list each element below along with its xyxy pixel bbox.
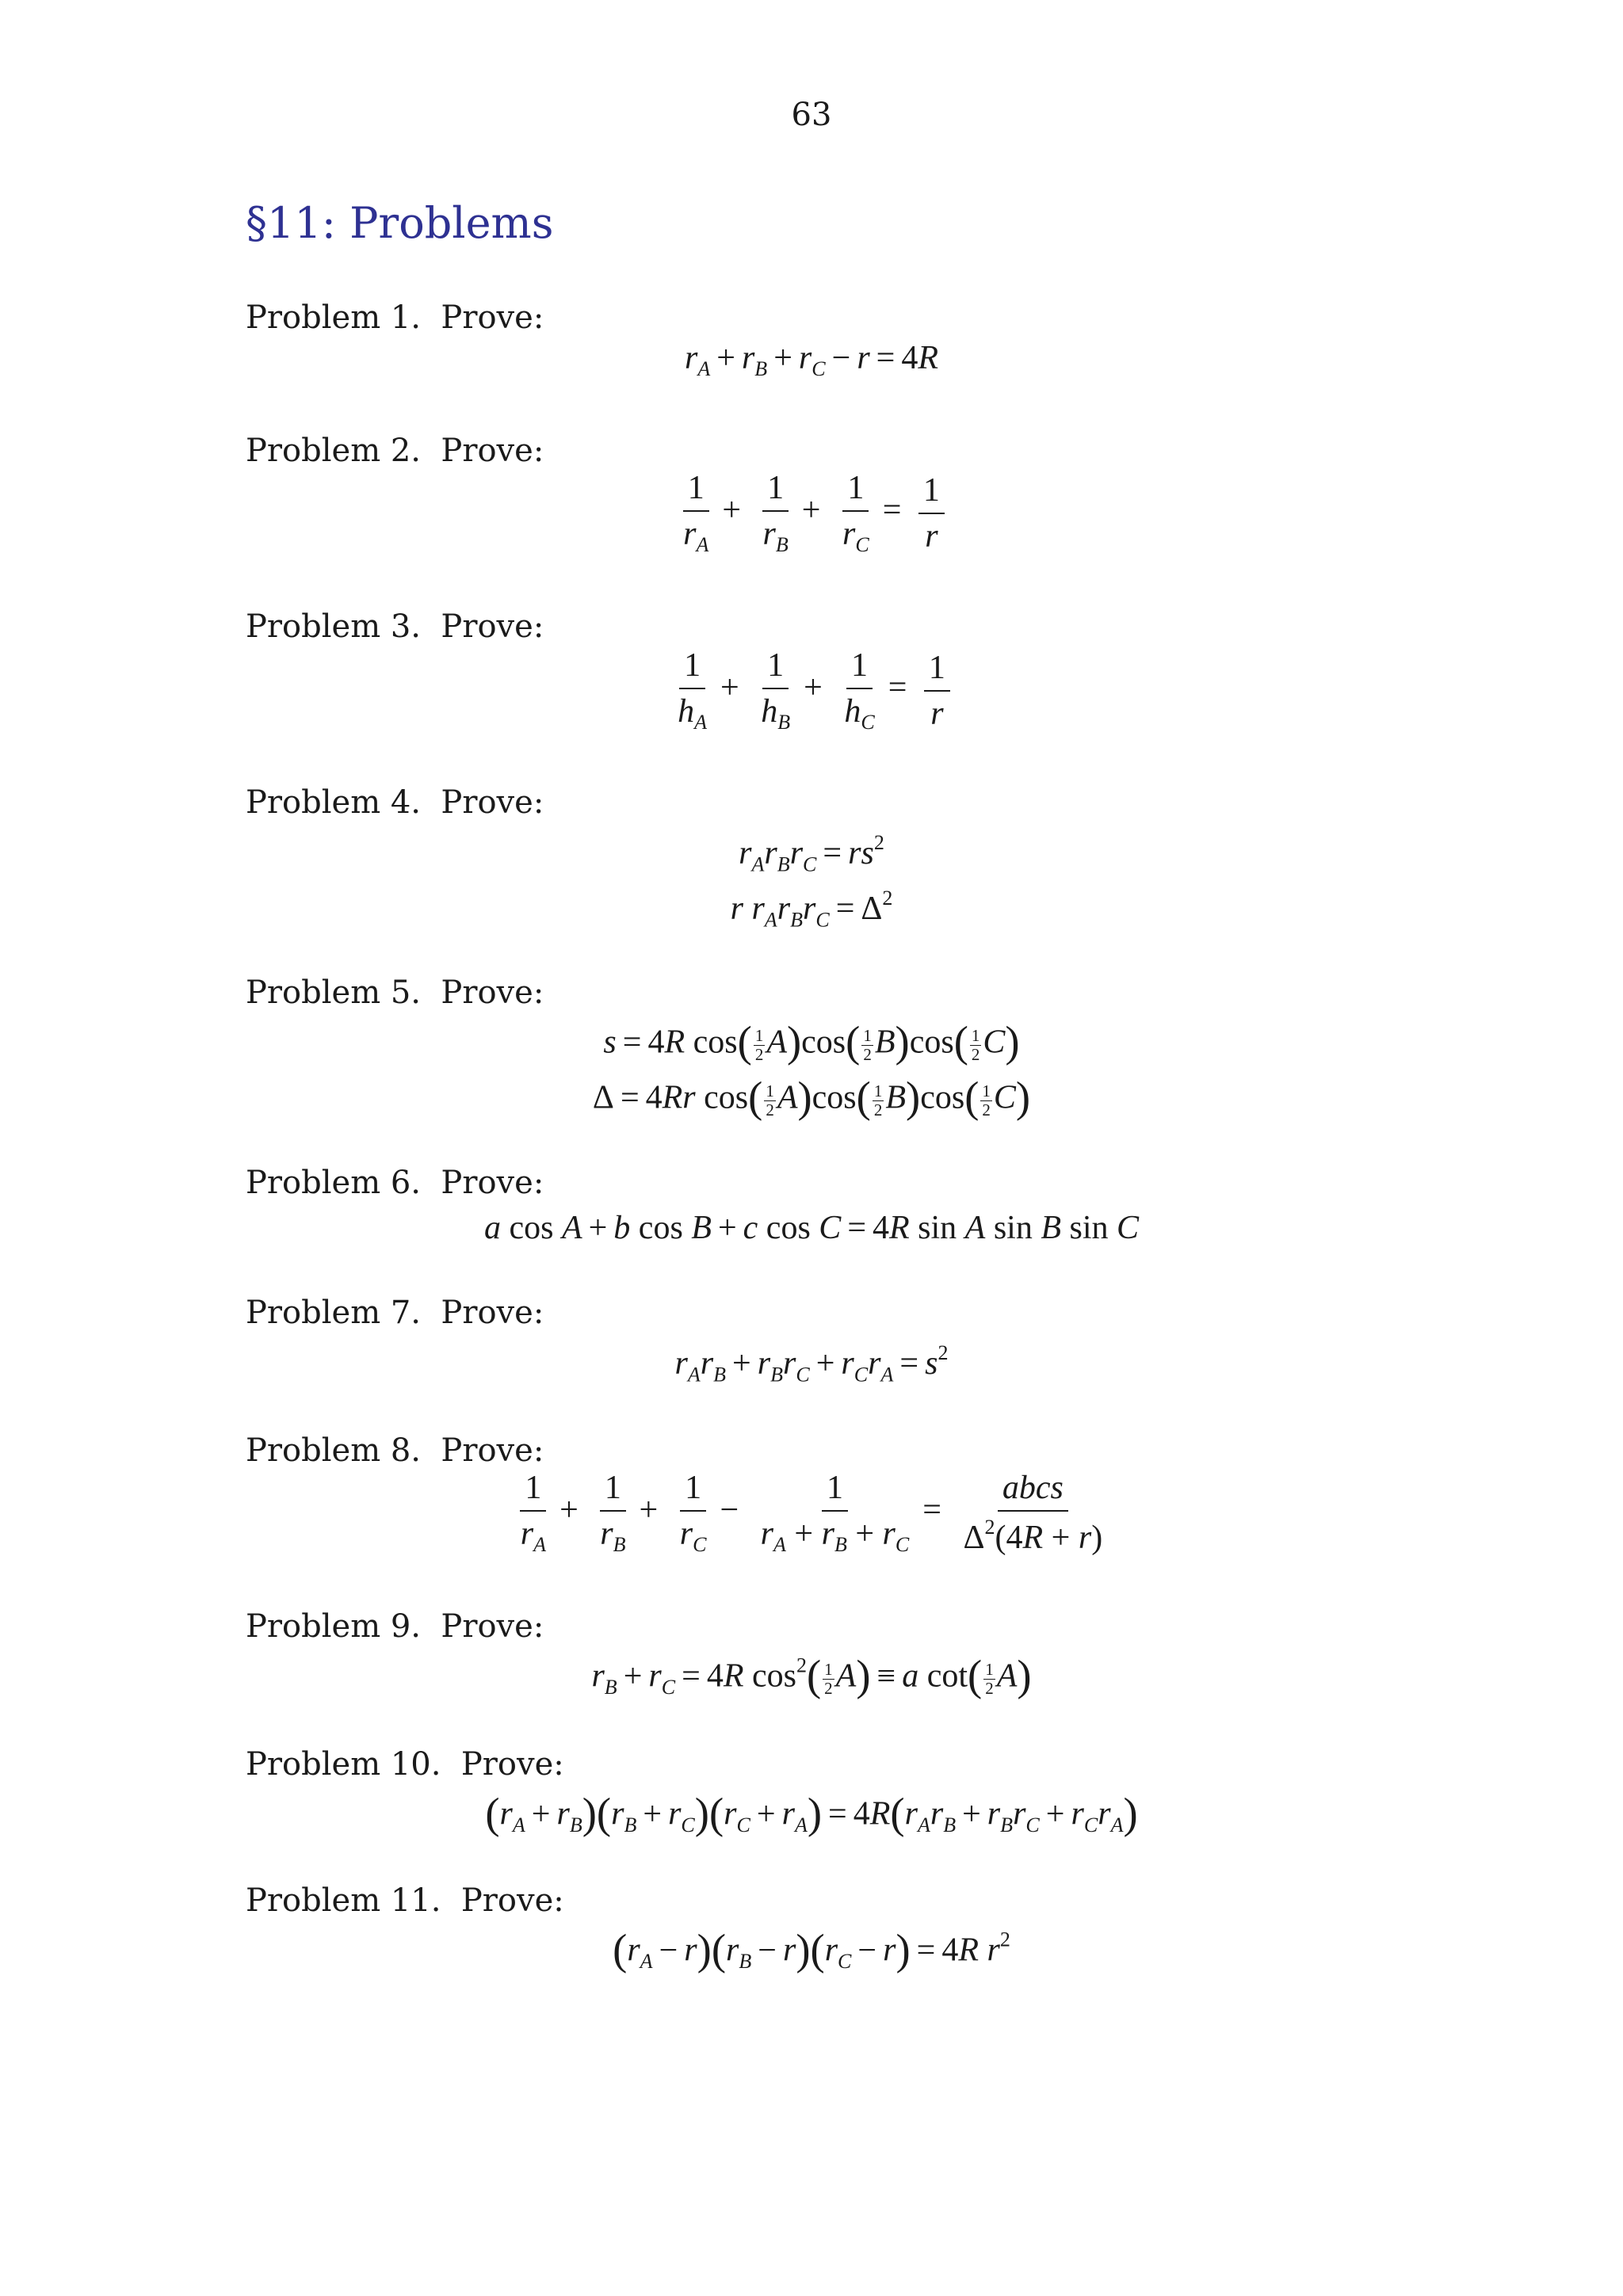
problem-8-label: Problem 8. Prove: (246, 1432, 544, 1469)
problem-9-label: Problem 9. Prove: (246, 1608, 544, 1645)
section-title: §11: Problems (246, 198, 554, 248)
page-number: 63 (791, 97, 832, 133)
problem-11-label: Problem 11. Prove: (246, 1882, 564, 1919)
equation-problem-8: $\frac{1}{r_A}$ + $\frac{1}{r_B}$ + $\frac{1}{r_C}$ − $\frac{1}{r_A + r_B + r_C}$ = $\frac{\text{abcs}}{\Delta^2(4R + r)}$ (520, 1470, 1103, 1557)
problem-2-label: Problem 2. Prove: (246, 433, 544, 469)
equation-problem-6: a cos A + b cos B + c cos C = 4R sin A sin B sin C (483, 1210, 1140, 1246)
equation-problem-11: $(r_A - r)(r_B - r)(r_C - r) = 4R$ $r^2$ (613, 1925, 1010, 1974)
equation-problem-2: $\frac{1}{r_A}$ + $\frac{1}{r_B}$ + $\frac{1}{r_C}$ = $\frac{1}{r}$ (0, 471, 1623, 556)
equation-problem-5a: s = 4R cos( $\frac{1}{2}$ A)cos( $\frac{1}{2}$ B)cos( $\frac{1}{2}$ C) (603, 1017, 1020, 1066)
problem-3-label: Problem 3. Prove: (246, 608, 544, 645)
problem-1-label: Problem 1. Prove: (246, 299, 544, 336)
equation-problem-7: $r_Ar_B + r_Br_C + r_Cr_A = s^2$ (674, 1341, 949, 1386)
problem-7-label: Problem 7. Prove: (246, 1295, 544, 1331)
problem-4-label: Problem 4. Prove: (246, 784, 544, 821)
equation-problem-1: $r_A + r_B + r_C - r = 4R$ (684, 340, 939, 381)
equation-problem-10: $(r_A + r_B)(r_B + r_C)(r_C + r_A) = 4R(r_Ar_B + r_Br_C + r_Cr_A)$ (485, 1789, 1138, 1837)
equation-problem-4b: r $r_Ar_Br_C = \Delta^2$ (730, 887, 893, 932)
equation-problem-3: $\frac{1}{h_A}$ + $\frac{1}{h_B}$ + $\frac{1}{h_C}$ = $\frac{1}{r}$ (0, 648, 1623, 734)
equation-problem-5b: Δ = 4Rr cos( $\frac{1}{2}$ A)cos( $\frac{1}{2}$ B)cos( $\frac{1}{2}$ C) (592, 1073, 1031, 1121)
problem-10-label: Problem 10. Prove: (246, 1746, 564, 1783)
equation-problem-4a: $r_Ar_Br_C = rs^2$ (739, 831, 884, 876)
problem-5-label: Problem 5. Prove: (246, 974, 544, 1011)
problem-6-label: Problem 6. Prove: (246, 1165, 544, 1201)
equation-problem-9: $r_B + r_C = 4R$ $\cos^2$( $\frac{1}{2}$ A) ≡ a cot( $\frac{1}{2}$ A) (591, 1651, 1032, 1699)
